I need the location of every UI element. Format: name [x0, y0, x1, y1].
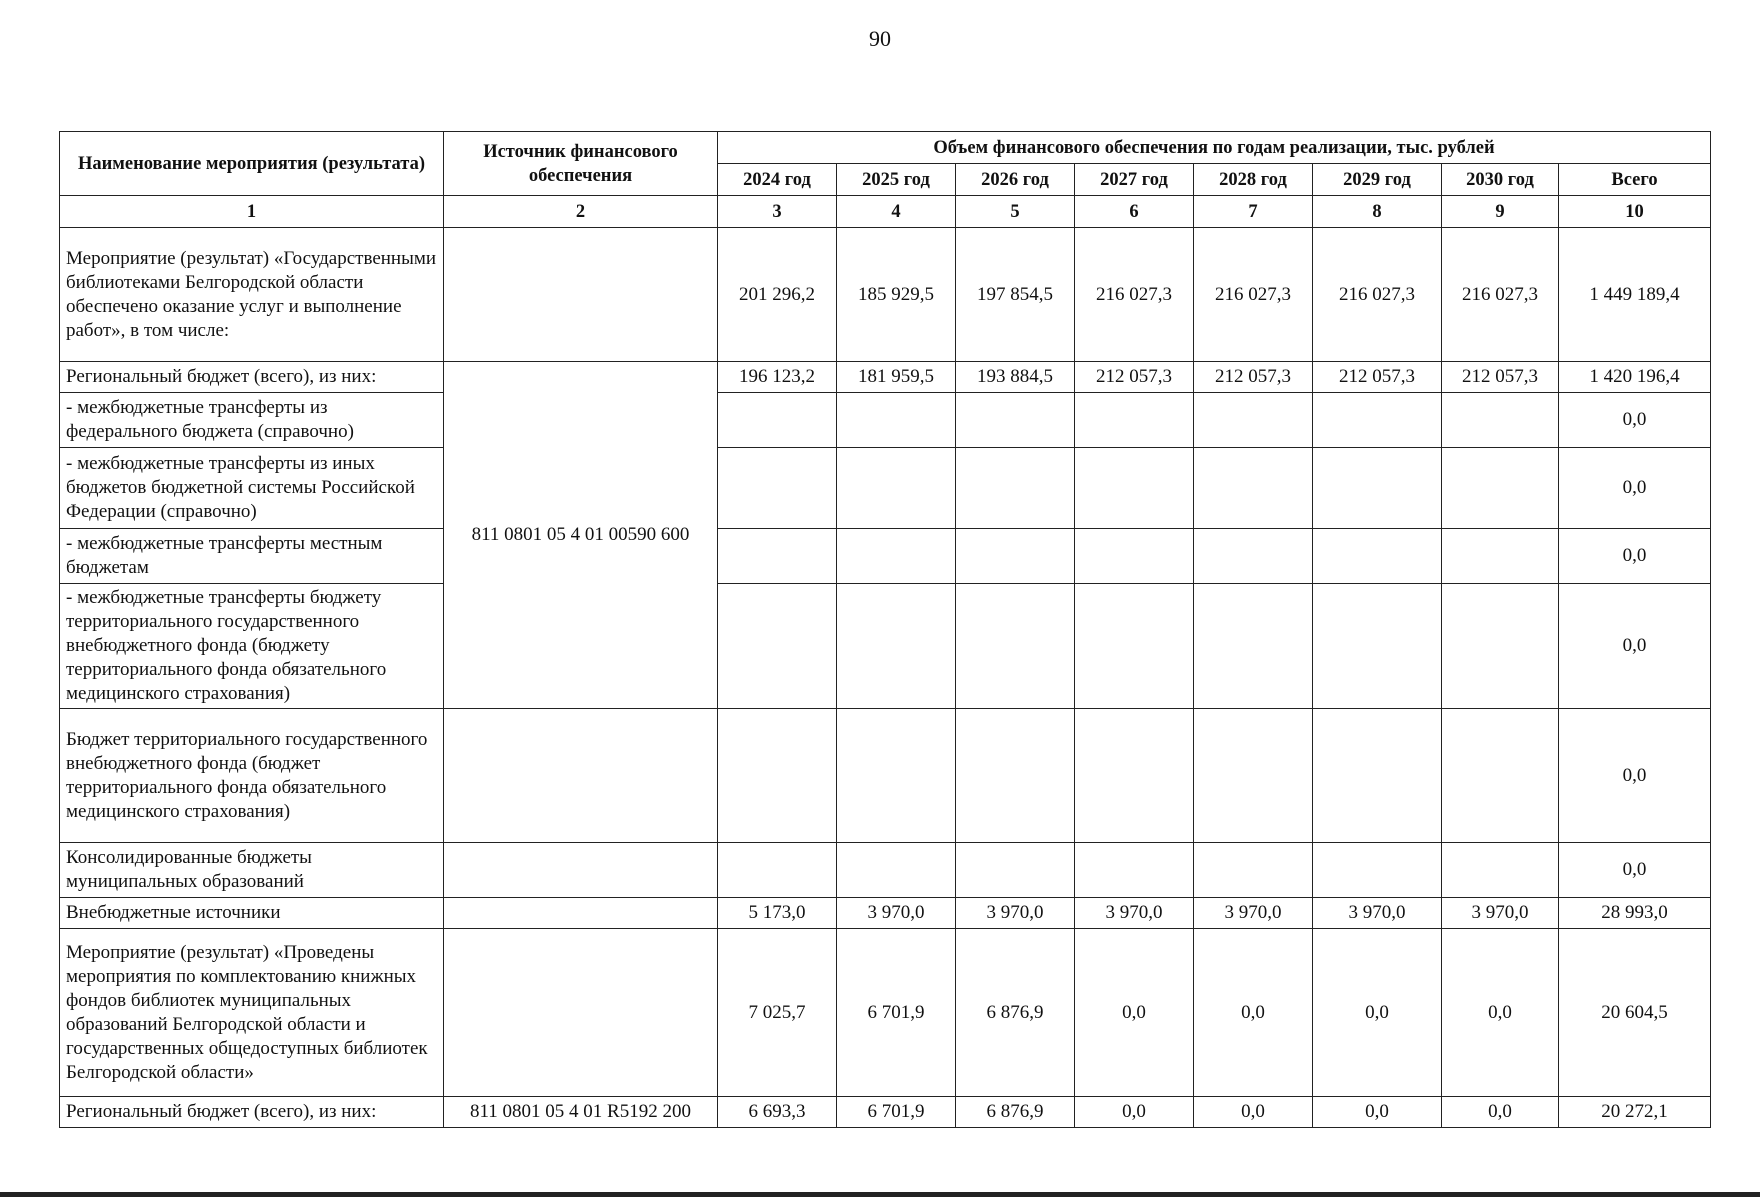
financing-table — [59, 131, 1711, 1128]
row-value: 3 970,0 — [1075, 898, 1194, 929]
header-year: 2024 год — [718, 164, 837, 196]
source-code: 811 0801 05 4 01 R5192 200 — [444, 1097, 718, 1128]
column-index: 4 — [837, 196, 956, 228]
row-total: 0,0 — [1559, 448, 1711, 529]
row-total: 0,0 — [1559, 584, 1711, 709]
page-number: 90 — [869, 26, 891, 51]
row-value — [1075, 584, 1194, 709]
row-value — [718, 584, 837, 709]
row-name: Консолидированные бюджеты муниципальных образований — [60, 843, 444, 898]
row-value — [718, 393, 837, 448]
table-row — [60, 898, 1711, 929]
row-value: 0,0 — [1194, 1097, 1313, 1128]
row-value — [1442, 448, 1559, 529]
header-year: 2030 год — [1442, 164, 1559, 196]
row-source — [444, 898, 718, 929]
column-index: 2 — [444, 196, 718, 228]
table-row — [60, 843, 1711, 898]
row-value: 0,0 — [1313, 1097, 1442, 1128]
row-name: - межбюджетные трансферты из федерального бюджета (справочно) — [60, 393, 444, 448]
row-total: 20 604,5 — [1559, 929, 1711, 1097]
row-value: 0,0 — [1194, 929, 1313, 1097]
row-value: 6 876,9 — [956, 929, 1075, 1097]
row-name: - межбюджетные трансферты местным бюджетам — [60, 529, 444, 584]
row-value: 5 173,0 — [718, 898, 837, 929]
row-total: 28 993,0 — [1559, 898, 1711, 929]
row-source — [444, 228, 718, 362]
header-year: 2028 год — [1194, 164, 1313, 196]
row-value: 181 959,5 — [837, 362, 956, 393]
row-value: 6 876,9 — [956, 1097, 1075, 1128]
column-index: 6 — [1075, 196, 1194, 228]
table-row — [60, 584, 1711, 709]
row-value — [1194, 709, 1313, 843]
row-value: 0,0 — [1442, 1097, 1559, 1128]
row-value — [718, 529, 837, 584]
row-total: 1 449 189,4 — [1559, 228, 1711, 362]
row-value — [1194, 529, 1313, 584]
table-row — [60, 362, 1711, 393]
row-value — [1442, 529, 1559, 584]
row-value — [837, 529, 956, 584]
row-value: 3 970,0 — [1194, 898, 1313, 929]
row-value: 6 701,9 — [837, 1097, 956, 1128]
row-value — [837, 393, 956, 448]
column-index: 3 — [718, 196, 837, 228]
row-value: 185 929,5 — [837, 228, 956, 362]
row-value — [1442, 709, 1559, 843]
row-value — [1194, 584, 1313, 709]
row-value: 3 970,0 — [1313, 898, 1442, 929]
row-value: 212 057,3 — [1194, 362, 1313, 393]
row-total: 0,0 — [1559, 393, 1711, 448]
row-total: 1 420 196,4 — [1559, 362, 1711, 393]
header-name: Наименование мероприятия (результата) — [60, 132, 444, 196]
row-value — [956, 529, 1075, 584]
row-value: 0,0 — [1313, 929, 1442, 1097]
row-value: 196 123,2 — [718, 362, 837, 393]
row-value — [956, 843, 1075, 898]
row-value — [1313, 843, 1442, 898]
row-name: - межбюджетные трансферты бюджету территориального государственного внебюджетного фонда (бюджету территориального фонда обязательного медицинского страхования) — [60, 584, 444, 709]
row-value — [837, 709, 956, 843]
table-row — [60, 393, 1711, 448]
row-name: Мероприятие (результат) «Проведены мероприятия по комплектованию книжных фондов библиотек муниципальных образований Белгородской области и государственных общедоступных библиотек Белгородской области» — [60, 929, 444, 1097]
row-value — [718, 709, 837, 843]
header-year: 2025 год — [837, 164, 956, 196]
row-value — [1075, 709, 1194, 843]
row-value: 3 970,0 — [956, 898, 1075, 929]
row-value: 6 701,9 — [837, 929, 956, 1097]
row-total: 0,0 — [1559, 843, 1711, 898]
row-value — [1075, 529, 1194, 584]
row-value — [1313, 709, 1442, 843]
row-value: 197 854,5 — [956, 228, 1075, 362]
row-value — [1313, 529, 1442, 584]
header-source: Источник финансового обеспечения — [444, 132, 718, 196]
row-total: 0,0 — [1559, 529, 1711, 584]
row-source — [444, 843, 718, 898]
row-value: 6 693,3 — [718, 1097, 837, 1128]
row-value: 216 027,3 — [1442, 228, 1559, 362]
row-value: 212 057,3 — [1442, 362, 1559, 393]
row-value: 7 025,7 — [718, 929, 837, 1097]
table-row — [60, 529, 1711, 584]
row-value: 216 027,3 — [1194, 228, 1313, 362]
row-value — [1194, 393, 1313, 448]
table-row — [60, 228, 1711, 362]
row-value: 216 027,3 — [1313, 228, 1442, 362]
row-value: 0,0 — [1075, 1097, 1194, 1128]
table-row — [60, 709, 1711, 843]
row-value — [956, 709, 1075, 843]
table-row — [60, 1097, 1711, 1128]
row-value — [718, 843, 837, 898]
table-row — [60, 448, 1711, 529]
row-value — [1442, 584, 1559, 709]
row-value: 216 027,3 — [1075, 228, 1194, 362]
header-year: 2026 год — [956, 164, 1075, 196]
row-name: Региональный бюджет (всего), из них: — [60, 362, 444, 393]
row-value: 212 057,3 — [1313, 362, 1442, 393]
row-value: 212 057,3 — [1075, 362, 1194, 393]
row-source — [444, 929, 718, 1097]
row-value: 0,0 — [1442, 929, 1559, 1097]
row-name: Внебюджетные источники — [60, 898, 444, 929]
row-source — [444, 709, 718, 843]
column-index: 10 — [1559, 196, 1711, 228]
page-bottom-rule — [0, 1192, 1760, 1197]
header-volume: Объем финансового обеспечения по годам реализации, тыс. рублей — [718, 132, 1711, 164]
row-total: 0,0 — [1559, 709, 1711, 843]
row-name: - межбюджетные трансферты из иных бюджетов бюджетной системы Российской Федерации (справочно) — [60, 448, 444, 529]
column-index: 7 — [1194, 196, 1313, 228]
row-value: 3 970,0 — [837, 898, 956, 929]
row-value — [956, 448, 1075, 529]
row-value — [1313, 393, 1442, 448]
column-index: 9 — [1442, 196, 1559, 228]
row-name: Мероприятие (результат) «Государственными библиотеками Белгородской области обеспечено оказание услуг и выполнение работ», в том числе: — [60, 228, 444, 362]
row-value — [1194, 843, 1313, 898]
row-value — [1313, 448, 1442, 529]
row-value — [718, 448, 837, 529]
row-value — [837, 584, 956, 709]
row-value — [1075, 448, 1194, 529]
row-name: Бюджет территориального государственного внебюджетного фонда (бюджет территориального фонда обязательного медицинского страхования) — [60, 709, 444, 843]
row-value — [837, 448, 956, 529]
source-code: 811 0801 05 4 01 00590 600 — [444, 362, 718, 709]
row-name: Региональный бюджет (всего), из них: — [60, 1097, 444, 1128]
row-value — [1075, 843, 1194, 898]
header-year: 2027 год — [1075, 164, 1194, 196]
table-row — [60, 929, 1711, 1097]
row-value: 0,0 — [1075, 929, 1194, 1097]
header-year: 2029 год — [1313, 164, 1442, 196]
row-value — [1194, 448, 1313, 529]
column-index: 1 — [60, 196, 444, 228]
row-value — [1075, 393, 1194, 448]
row-value: 201 296,2 — [718, 228, 837, 362]
row-value — [837, 843, 956, 898]
row-value — [956, 393, 1075, 448]
row-value: 3 970,0 — [1442, 898, 1559, 929]
row-value: 193 884,5 — [956, 362, 1075, 393]
row-value — [1442, 843, 1559, 898]
row-total: 20 272,1 — [1559, 1097, 1711, 1128]
row-value — [956, 584, 1075, 709]
row-value — [1442, 393, 1559, 448]
column-index: 8 — [1313, 196, 1442, 228]
header-total: Всего — [1559, 164, 1711, 196]
column-index: 5 — [956, 196, 1075, 228]
row-value — [1313, 584, 1442, 709]
